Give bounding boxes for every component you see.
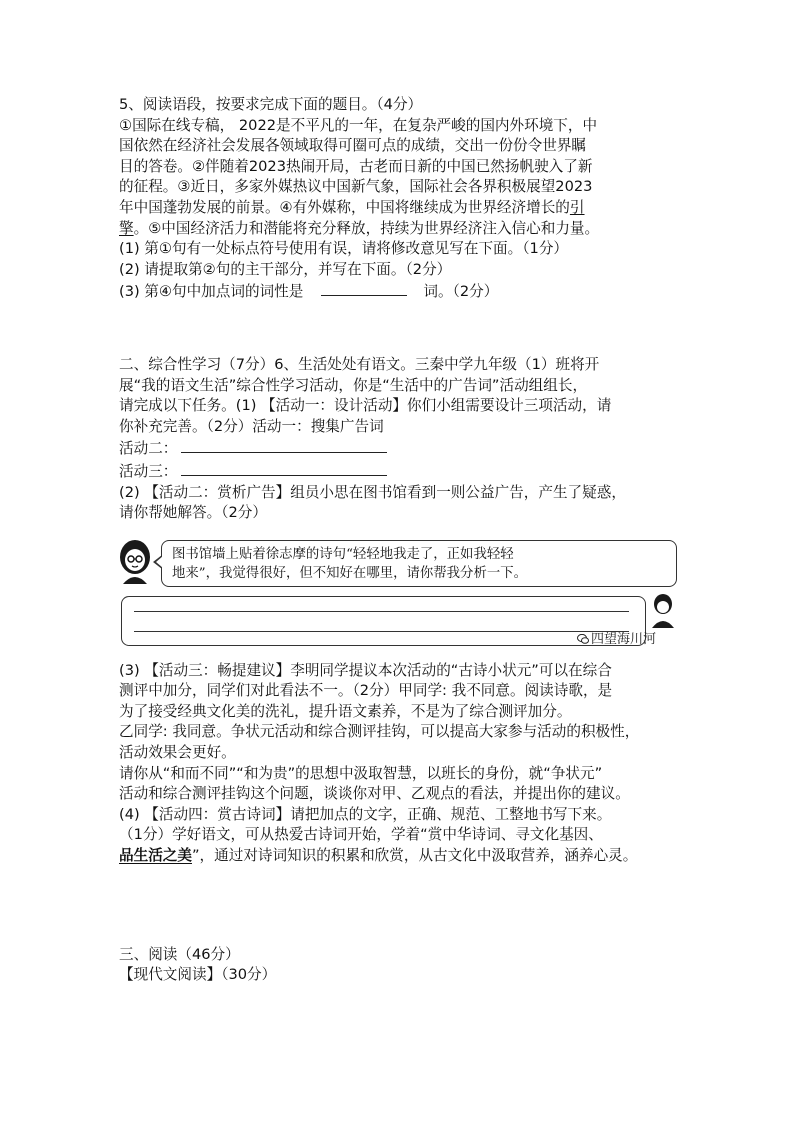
answer-blank[interactable]: [321, 280, 407, 296]
exam-page: [119, 95, 679, 986]
watermark-text: 四望海川河: [591, 631, 657, 647]
activity2-label: 活动二：: [119, 440, 178, 458]
q5-passage-line: [119, 219, 679, 240]
wechat-icon: [577, 634, 589, 644]
dialogue-illustration: [115, 530, 691, 655]
q5-sub2: (2) 请提取第②句的主干部分，并写在下面。（2分）: [119, 260, 452, 278]
activity2-line: [119, 437, 679, 460]
part2-sub3-line: (3) 【活动三：畅提建议】李明同学提议本次活动的“古诗小状元”可以在综合: [119, 661, 612, 679]
part2-sub4-line: （1分）学好语文，可从热爱古诗词开始，学着“赏中华诗词、寻文化基因、: [119, 826, 603, 844]
q5-passage-line: 目的答卷。②伴随着2023热闹开局，古老而日新的中国已然扬帆驶入了新: [119, 157, 593, 175]
part2-last-line: [119, 846, 679, 867]
dotted-phrase: 品生活之美: [119, 847, 192, 865]
part3-title: 三、阅读（46分）: [119, 945, 240, 963]
part3-subtitle: 【现代文阅读】（30分）: [119, 966, 277, 984]
part2-sub3-line: 活动效果会更好。: [119, 744, 236, 762]
watermark: [577, 630, 656, 651]
speech-bubble: [161, 540, 677, 587]
part2-sub4-line: (4) 【活动四：赏古诗词】请把加点的文字，正确、规范、工整地书写下来。: [119, 805, 612, 823]
part2-sub3-line: 为了接受经典文化美的洗礼，提升语文素养，不是为了综合测评加分。: [119, 702, 572, 720]
activity3-line: [119, 460, 679, 483]
q5-passage-line: [119, 198, 679, 219]
answer-bubble[interactable]: [121, 596, 646, 646]
answer-blank[interactable]: [181, 460, 387, 476]
q5-sub3-text-end: 词。（2分）: [423, 283, 499, 301]
girl-avatar-icon: [115, 538, 155, 584]
bubble-text: 地来”，我觉得很好，但不知好在哪里，请你帮我分析一下。: [172, 565, 527, 581]
part2-last-text: ”，通过对诗词知识的积累和欣赏，从古文化中汲取营养，涵养心灵。: [191, 847, 638, 865]
q5-passage-line: 国依然在经济社会发展各领域取得可圈可点的成绩，交出一份份令世界瞩: [119, 137, 587, 155]
boy-avatar-icon: [649, 592, 677, 628]
part2-sub2-line: 请你帮她解答。（2分）: [119, 504, 267, 522]
q5-passage-tail: 。⑤中国经济活力和潜能将充分释放，持续为世界经济注入信心和力量。: [133, 219, 600, 237]
part2-line: 请完成以下任务。(1) 【活动一：设计活动】你们小组需要设计三项活动，请: [119, 397, 612, 415]
answer-line: [134, 611, 629, 612]
q5-passage-line: 的征程。③近日，多家外媒热议中国新气象，国际社会各界积极展望2023: [119, 178, 593, 196]
part2-line: 你补充完善。（2分）活动一：搜集广告词: [119, 417, 384, 435]
q5-sub3: [119, 280, 679, 303]
bubble-text: 图书馆墙上贴着徐志摩的诗句“轻轻地我走了，正如我轻轻: [172, 546, 514, 562]
part2-sub3-line: 测评中加分，同学们对此看法不一。（2分）甲同学: 我不同意。阅读诗歌，是: [119, 682, 613, 700]
part2-line: 二、综合性学习（7分）6、生活处处有语文。三秦中学九年级（1）班将开: [119, 355, 600, 373]
q5-underlined-word: 擎: [119, 219, 134, 237]
part2-line: 展“我的语文生活”综合性学习活动，你是“生活中的广告词”活动组组长，: [119, 376, 588, 394]
q5-sub1: (1) 第①句有一处标点符号使用有误，请将修改意见写在下面。（1分）: [119, 240, 569, 258]
activity3-label: 活动三：: [119, 462, 178, 480]
q5-underlined-word: 引: [569, 198, 585, 216]
answer-blank[interactable]: [181, 437, 387, 453]
q5-passage-text: 年中国蓬勃发展的前景。④有外媒称，中国将继续成为世界经济增长的: [119, 198, 570, 216]
answer-line: [134, 631, 629, 632]
q5-sub3-text: (3) 第④句中加点词的词性是: [119, 283, 304, 301]
q5-passage-line: ①国际在线专稿， 2022是不平凡的一年，在复杂严峻的国内外环境下，中: [119, 116, 598, 134]
part2-sub2-line: (2) 【活动二：赏析广告】组员小思在图书馆看到一则公益广告，产生了疑惑，: [119, 483, 626, 501]
q5-title: 5、阅读语段，按要求完成下面的题目。（4分）: [119, 96, 423, 113]
part2-sub3-line: 乙同学: 我同意。争状元活动和综合测评挂钩，可以提高大家参与活动的积极性，: [119, 723, 640, 741]
part2-sub3-line: 活动和综合测评挂钩这个问题，谈谈你对甲、乙观点的看法，并提出你的建议。: [119, 785, 630, 803]
part2-sub3-line: 请你从“和而不同”“和为贵”的思想中汲取智慧，以班长的身份，就“争状元”: [119, 764, 603, 782]
